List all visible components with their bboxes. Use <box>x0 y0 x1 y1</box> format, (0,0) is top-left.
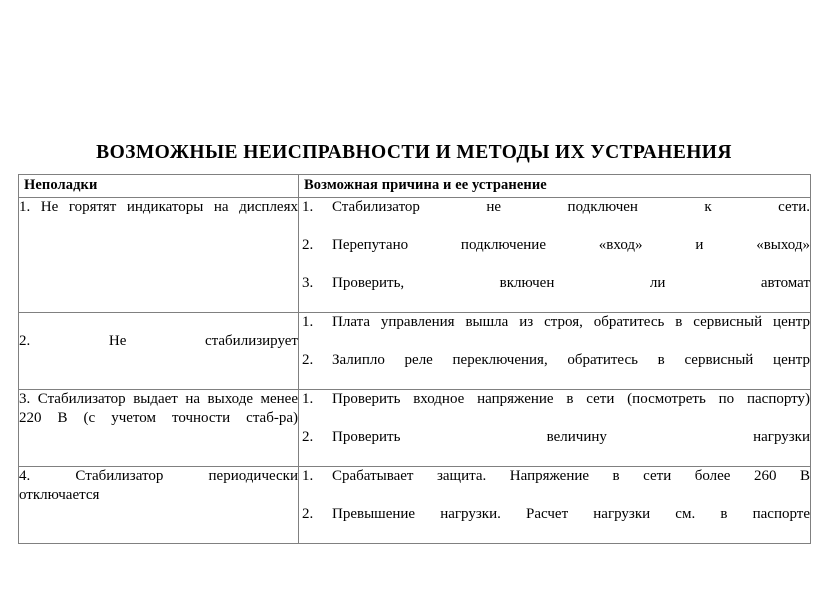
cause-list-item <box>299 390 810 428</box>
cause-item-number: 2. <box>302 237 314 253</box>
fault-cell <box>19 390 299 467</box>
table-header-row <box>19 175 811 198</box>
table-row <box>19 467 811 544</box>
cause-list-item <box>299 467 810 505</box>
cause-item-text: Проверить величину нагрузки <box>332 429 810 445</box>
cause-item-number: 2. <box>302 429 314 445</box>
cause-item-text: Залипло реле переключения, обратитесь в сервисный центр <box>332 352 810 368</box>
cause-item-text: Проверить, включен ли автомат <box>332 275 810 291</box>
fault-cell <box>19 198 299 313</box>
cause-list <box>299 467 810 543</box>
cause-cell <box>299 313 811 390</box>
cause-list-item <box>299 505 810 543</box>
fault-text: 4. Стабилизатор периодически отключается <box>19 468 298 503</box>
fault-cell <box>19 467 299 544</box>
fault-cell <box>19 313 299 390</box>
cause-list <box>299 390 810 466</box>
cause-list-item <box>299 351 810 389</box>
cause-item-number: 1. <box>302 314 314 330</box>
cause-list-item <box>299 198 810 236</box>
table-header <box>19 175 811 198</box>
cause-item-number: 1. <box>302 199 314 215</box>
table-row <box>19 390 811 467</box>
cause-item-text: Проверить входное напряжение в сети (посмотреть по паспорту) <box>332 391 810 407</box>
cause-item-number: 1. <box>302 391 314 407</box>
cause-item-number: 1. <box>302 468 314 484</box>
cause-item-number: 3. <box>302 275 314 291</box>
cause-item-number: 2. <box>302 352 314 368</box>
cause-cell <box>299 198 811 313</box>
table-body <box>19 198 811 544</box>
cause-item-text: Срабатывает защита. Напряжение в сети более 260 В <box>332 468 810 484</box>
table-row <box>19 198 811 313</box>
cause-list-item <box>299 274 810 312</box>
cause-list-item <box>299 313 810 351</box>
column-header-cause: Возможная причина и ее устранение <box>299 175 811 198</box>
cause-item-text: Плата управления вышла из строя, обратитесь в сервисный центр <box>332 314 810 330</box>
faults-table <box>18 174 811 544</box>
cause-item-number: 2. <box>302 506 314 522</box>
cause-item-text: Перепутано подключение «вход» и «выход» <box>332 237 810 253</box>
fault-text: 2. Не стабилизирует <box>19 333 298 349</box>
fault-text: 1. Не горятят индикаторы на дисплеях <box>19 199 298 215</box>
cause-list <box>299 198 810 312</box>
table-row <box>19 313 811 390</box>
cause-list-item <box>299 236 810 274</box>
page-title: ВОЗМОЖНЫЕ НЕИСПРАВНОСТИ И МЕТОДЫ ИХ УСТРАНЕНИЯ <box>96 142 732 163</box>
cause-cell <box>299 467 811 544</box>
cause-item-text: Превышение нагрузки. Расчет нагрузки см. в паспорте <box>332 506 810 522</box>
cause-list-item <box>299 428 810 466</box>
cause-cell <box>299 390 811 467</box>
cause-list <box>299 313 810 389</box>
cause-item-text: Стабилизатор не подключен к сети. <box>332 199 810 215</box>
column-header-fault: Неполадки <box>19 175 299 198</box>
fault-text: 3. Стабилизатор выдает на выходе менее 220 В (с учетом точности стаб-ра) <box>19 391 298 426</box>
